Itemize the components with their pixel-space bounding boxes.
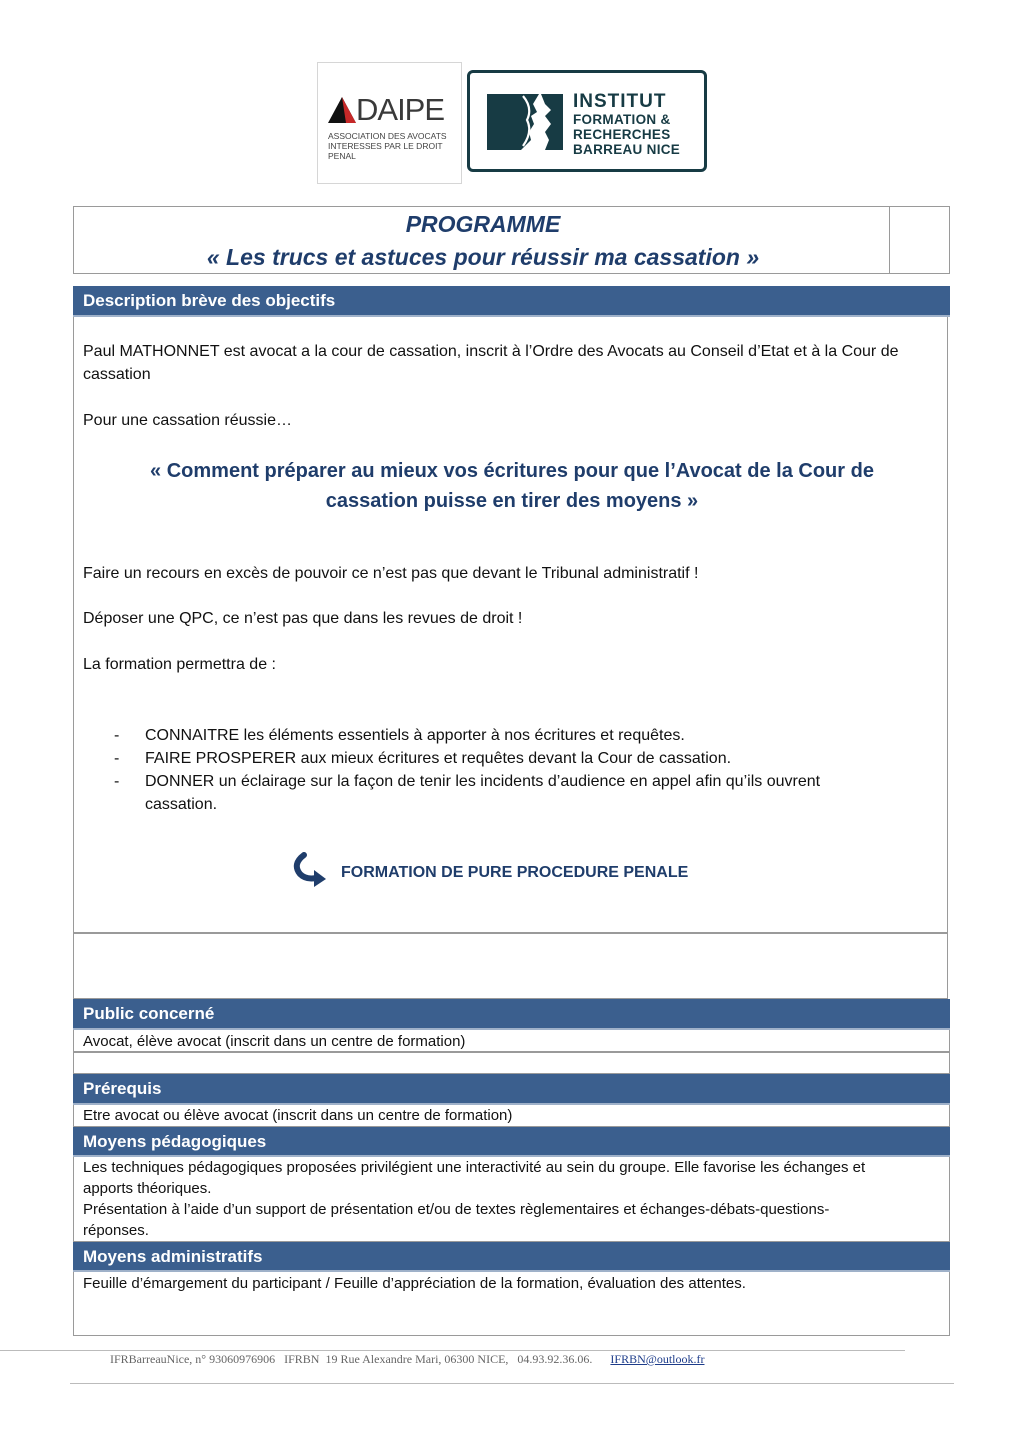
section-header-objectifs: Description brève des objectifs	[73, 286, 950, 317]
curved-arrow-icon	[290, 852, 328, 888]
qpc-text: Déposer une QPC, ce n’est pas que dans les revues de droit !	[83, 610, 523, 627]
footer-email-link[interactable]: IFRBN@outlook.fr	[610, 1352, 705, 1366]
pedagogiques-line-3: Présentation à l’aide d’un support de présentation et/ou de textes règlementaires et échanges-débats-questions-	[83, 1201, 830, 1218]
adaipe-name: DAIPE	[356, 92, 445, 127]
public-empty-row	[73, 1052, 950, 1074]
title-box	[73, 206, 950, 274]
section-header-administratifs: Moyens administratifs	[73, 1242, 950, 1272]
footer-divider	[0, 1350, 905, 1351]
quote-line-2: cassation puisse en tirer des moyens »	[325, 490, 699, 512]
section-header-prerequis: Prérequis	[73, 1074, 950, 1105]
recours-text: Faire un recours en excès de pouvoir ce n’est pas que devant le Tribunal administratif !	[83, 565, 699, 582]
footer-bottom-divider	[70, 1383, 954, 1384]
page-subtitle: « Les trucs et astuces pour réussir ma cassation »	[206, 244, 760, 270]
pour-text: Pour une cassation réussie…	[83, 412, 292, 429]
institut-text: INSTITUT FORMATION & RECHERCHES BARREAU NICE	[573, 91, 681, 157]
adaipe-triangle-icon	[327, 95, 357, 125]
list-item: - CONNAITRE les éléments essentiels à apporter à nos écritures et requêtes.	[114, 724, 894, 747]
pedagogiques-line-4: réponses.	[83, 1222, 149, 1239]
public-text: Avocat, élève avocat (inscrit dans un centre de formation)	[83, 1033, 466, 1050]
quote-line-1: « Comment préparer au mieux vos écritures pour que l’Avocat de la Cour de	[150, 460, 874, 482]
pedagogiques-line-1: Les techniques pédagogiques proposées privilégient une interactivité au sein du groupe. Elle favorise les échanges et	[83, 1159, 866, 1176]
page-title: PROGRAMME	[405, 211, 561, 237]
list-item: - DONNER un éclairage sur la façon de tenir les incidents d’audience en appel afin qu’ils ouvrent cassation.	[114, 770, 894, 816]
administratifs-text: Feuille d’émargement du participant / Feuille d’appréciation de la formation, évaluation des attentes.	[83, 1275, 746, 1292]
list-item: - FAIRE PROSPERER aux mieux écritures et requêtes devant la Cour de cassation.	[114, 747, 894, 770]
footer	[110, 1352, 704, 1367]
prerequis-text: Etre avocat ou élève avocat (inscrit dans un centre de formation)	[83, 1107, 513, 1124]
formation-label: FORMATION DE PURE PROCEDURE PENALE	[341, 864, 689, 881]
section-header-public: Public concerné	[73, 999, 950, 1030]
adaipe-subtitle: ASSOCIATION DES AVOCATS INTERESSES PAR LE DROIT PENAL	[328, 131, 447, 161]
adaipe-logo	[317, 62, 462, 184]
intro-text: Paul MATHONNET est avocat a la cour de cassation, inscrit à l’Ordre des Avocats au Conseil d’Etat et à la Cour de cassation	[83, 343, 899, 383]
permettra-text: La formation permettra de :	[83, 656, 276, 673]
pedagogiques-line-2: apports théoriques.	[83, 1180, 212, 1197]
objectives-list	[114, 724, 894, 816]
faces-profile-icon	[487, 90, 563, 154]
objectifs-empty-row	[73, 933, 948, 999]
footer-address: IFRBarreauNice, n° 93060976906 IFRBN 19 Rue Alexandre Mari, 06300 NICE, 04.93.92.36.06.	[110, 1352, 593, 1366]
institut-logo	[467, 70, 707, 172]
section-header-pedagogiques: Moyens pédagogiques	[73, 1127, 950, 1157]
